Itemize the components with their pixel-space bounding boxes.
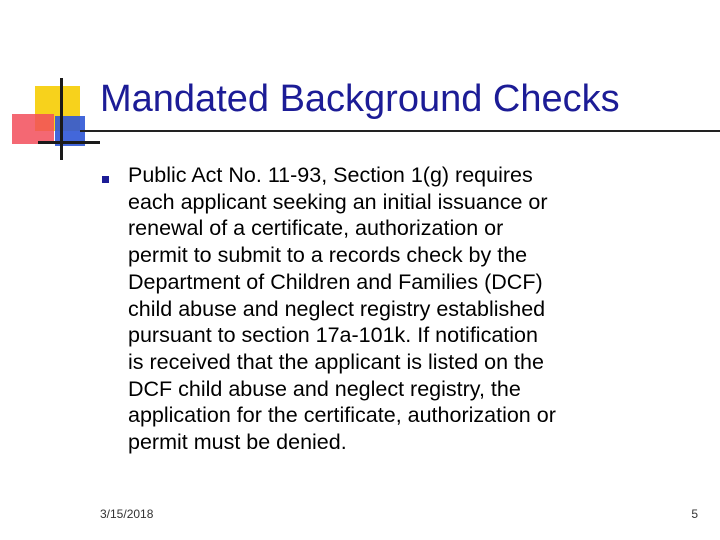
footer-page-number: 5: [691, 507, 698, 521]
logo-horizontal-line: [38, 141, 100, 144]
footer-date: 3/15/2018: [100, 507, 154, 521]
bullet-text: Public Act No. 11-93, Section 1(g) requires each applicant seeking an initial issuance or renewal of a certificate, authorization or permit to submit to a records check by the Department of Children and Families (DCF) child abuse and neglect registry established pursuant to section 17a-101k. If notification is received that the applicant is listed on the DCF child abuse and neglect registry, the application for the certificate, authorization or permit must be denied.: [128, 163, 556, 455]
logo-vertical-line: [60, 78, 63, 160]
corner-logo-graphic: [0, 0, 110, 170]
slide-title: Mandated Background Checks: [100, 78, 620, 120]
logo-red-square: [12, 114, 54, 144]
title-underline-divider: [80, 130, 720, 132]
bullet-square-icon: [102, 176, 109, 183]
